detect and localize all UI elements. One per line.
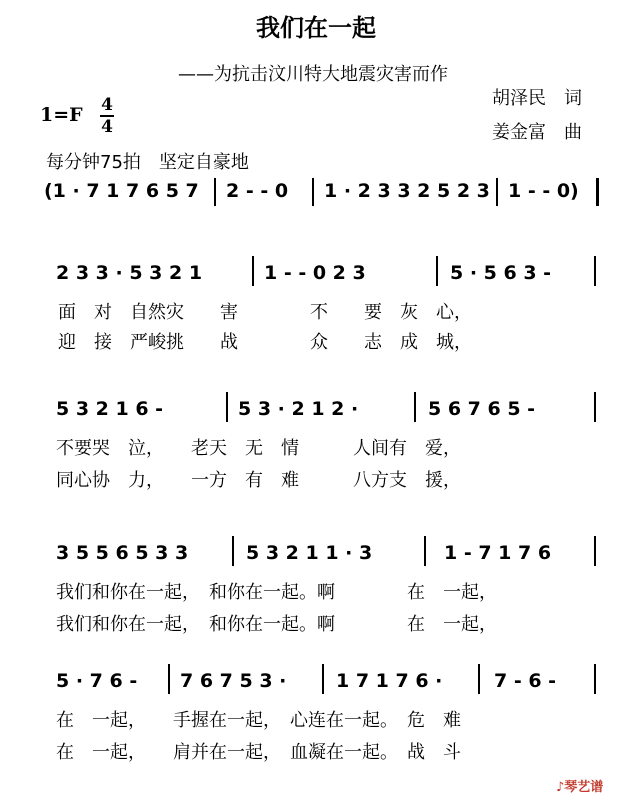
- intro-measure-1: (1 · 7 1 7 6 5 7: [44, 180, 199, 202]
- song-title: 我们在一起: [256, 13, 376, 42]
- time-signature: [100, 96, 114, 136]
- barline: [214, 178, 216, 206]
- barline: [424, 536, 426, 566]
- barline: [312, 178, 314, 206]
- tempo-marking: 每分钟75拍 坚定自豪地: [46, 152, 249, 173]
- system4-measure-3: 1 7 1 7 6 ·: [336, 670, 443, 692]
- system4-measure-1: 5 · 7 6 -: [56, 670, 138, 692]
- system2-measure-2: 5 3 · 2 1 2 ·: [238, 398, 359, 420]
- system1-measure-3: 5 · 5 6 3 -: [450, 262, 552, 284]
- barline-end: [596, 178, 599, 206]
- system2-lyrics-verse2: 同心协 力， 一方 有 难 八方支 援，: [56, 470, 461, 491]
- watermark-icon: ♪: [556, 780, 565, 795]
- system3-measure-1: 3 5 5 6 5 3 3: [56, 542, 189, 564]
- barline: [168, 664, 170, 694]
- system2-lyrics-verse1: 不要哭 泣， 老天 无 情 人间有 爱，: [56, 438, 461, 459]
- lyricist-credit: 胡泽民 词: [492, 88, 582, 109]
- system3-lyrics-verse1: 我们和你在一起， 和你在一起。啊 在 一起，: [56, 582, 497, 603]
- barline: [478, 664, 480, 694]
- system4-measure-4: 7 - 6 -: [494, 670, 557, 692]
- barline: [594, 256, 596, 286]
- system1-measure-1: 2 3 3 · 5 3 2 1: [56, 262, 203, 284]
- system2-measure-3: 5 6 7 6 5 -: [428, 398, 536, 420]
- barline: [226, 392, 228, 422]
- barline: [232, 536, 234, 566]
- intro-measure-4: 1 - - 0): [508, 180, 579, 202]
- watermark-text: 琴艺谱: [564, 780, 604, 795]
- intro-measure-2: 2 - - 0: [226, 180, 289, 202]
- barline: [496, 178, 498, 206]
- barline: [594, 664, 596, 694]
- system4-lyrics-verse2: 在 一起， 肩并在一起， 血凝在一起。 战 斗: [56, 742, 461, 763]
- system1-lyrics-verse1: 面 对 自然灾 害 不 要 灰 心，: [58, 302, 472, 323]
- system3-measure-2: 5 3 2 1 1 · 3: [246, 542, 373, 564]
- watermark-logo: [556, 776, 603, 795]
- composer-credit: 姜金富 曲: [492, 122, 582, 143]
- time-signature-bottom: 4: [101, 117, 113, 137]
- barline: [414, 392, 416, 422]
- system4-measure-2: 7 6 7 5 3 ·: [180, 670, 287, 692]
- barline: [252, 256, 254, 286]
- barline: [594, 536, 596, 566]
- song-subtitle: ——为抗击汶川特大地震灾害而作: [178, 64, 448, 85]
- system3-measure-3: 1 - 7 1 7 6: [444, 542, 552, 564]
- intro-measure-3: 1 · 2 3 3 2 5 2 3: [324, 180, 490, 202]
- barline: [322, 664, 324, 694]
- time-signature-top: 4: [101, 95, 113, 115]
- barline: [594, 392, 596, 422]
- system1-measure-2: 1 - - 0 2 3: [264, 262, 366, 284]
- key-signature: 1=F: [40, 104, 83, 126]
- system3-lyrics-verse2: 我们和你在一起， 和你在一起。啊 在 一起，: [56, 614, 497, 635]
- system4-lyrics-verse1: 在 一起， 手握在一起， 心连在一起。 危 难: [56, 710, 461, 731]
- system2-measure-1: 5 3 2 1 6 -: [56, 398, 164, 420]
- system1-lyrics-verse2: 迎 接 严峻挑 战 众 志 成 城，: [58, 332, 472, 353]
- barline: [436, 256, 438, 286]
